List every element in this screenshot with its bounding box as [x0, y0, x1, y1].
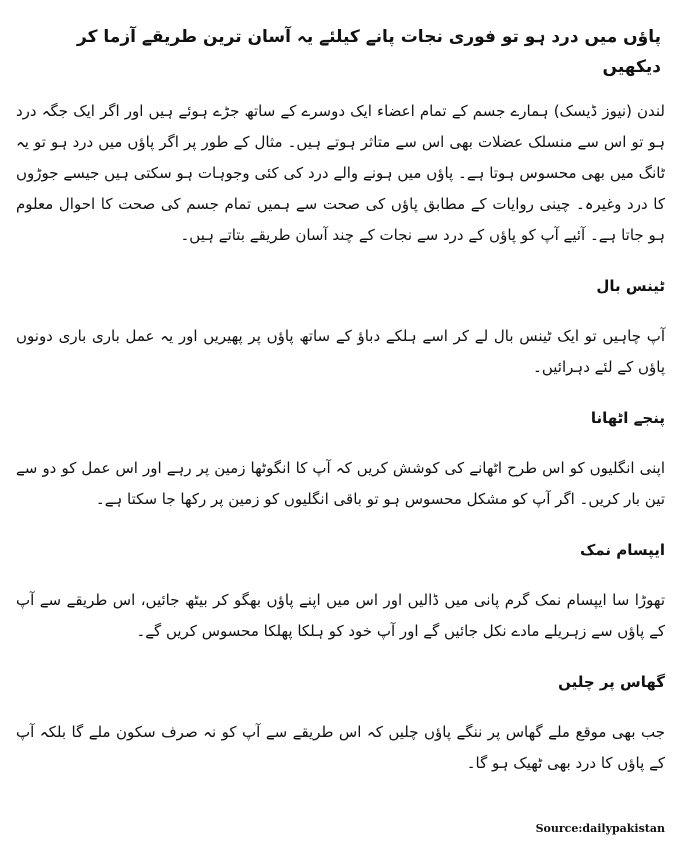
section-body-tennis-ball: آپ چاہیں تو ایک ٹینس بال لے کر اسے ہلکے دباؤ کے ساتھ پاؤں پر پھیریں اور یہ عمل باری باری دونوں پاؤں کے لئے دہرائیں۔: [16, 327, 665, 376]
section-body-toe-raise: اپنی انگلیوں کو اس طرح اٹھانے کی کوشش کریں کہ آپ کا انگوٹھا زمین پر رہے اور اس عمل کو دو سے تین بار کریں۔ اگر آپ کو مشکل محسوس ہو تو باقی انگلیوں کو زمین پر رکھا جا سکتا ہے۔: [16, 459, 665, 508]
section-heading-toe-raise: پنجے اٹھانا: [590, 409, 665, 427]
article-intro-paragraph: لندن (نیوز ڈیسک) ہمارے جسم کے تمام اعضاء ایک دوسرے کے ساتھ جڑے ہوئے ہیں اور اگر ایک جگہ درد ہو تو اس سے منسلک عضلات بھی اس سے متاثر ہوتے ہیں۔ مثال کے طور پر اگر پاؤں میں درد ہو تو یہ ٹانگ میں بھی محسوس ہوتا ہے۔ پاؤں میں ہونے والے درد کی کئی وجوہات ہو سکتی ہیں جیسے جوڑوں کا درد وغیرہ۔ چینی روایات کے مطابق پاؤں کی صحت سے ہمیں تمام جسم کی صحت کا احوال معلوم ہو جاتا ہے۔ آئیے آپ کو پاؤں کے درد سے نجات کے چند آسان طریقے بتاتے ہیں۔: [16, 102, 665, 244]
section-body-grass-walk: جب بھی موقع ملے گھاس پر ننگے پاؤں چلیں کہ اس طریقے سے آپ کو نہ صرف سکون ملے گا بلکہ آپ کے پاؤں کا درد بھی ٹھیک ہو گا۔: [16, 723, 665, 772]
section-heading-tennis-ball: ٹینس بال: [596, 277, 665, 295]
section-heading-grass-walk: گھاس پر چلیں: [558, 673, 665, 691]
article-title: پاؤں میں درد ہو تو فوری نجات پانے کیلئے یہ آسان ترین طریقے آزما کر دیکھیں: [77, 27, 661, 77]
section-body-epsom-salt: تھوڑا سا ایپسام نمک گرم پانی میں ڈالیں اور اس میں اپنے پاؤں بھگو کر بیٹھ جائیں، اس طریقے سے آپ کے پاؤں سے زہریلے مادے نکل جائیں گے اور آپ خود کو ہلکا پھلکا محسوس کریں گے۔: [16, 591, 665, 640]
section-heading-epsom-salt: ایپسام نمک: [579, 541, 665, 559]
source-credit: Source:dailypakistan: [535, 822, 665, 835]
